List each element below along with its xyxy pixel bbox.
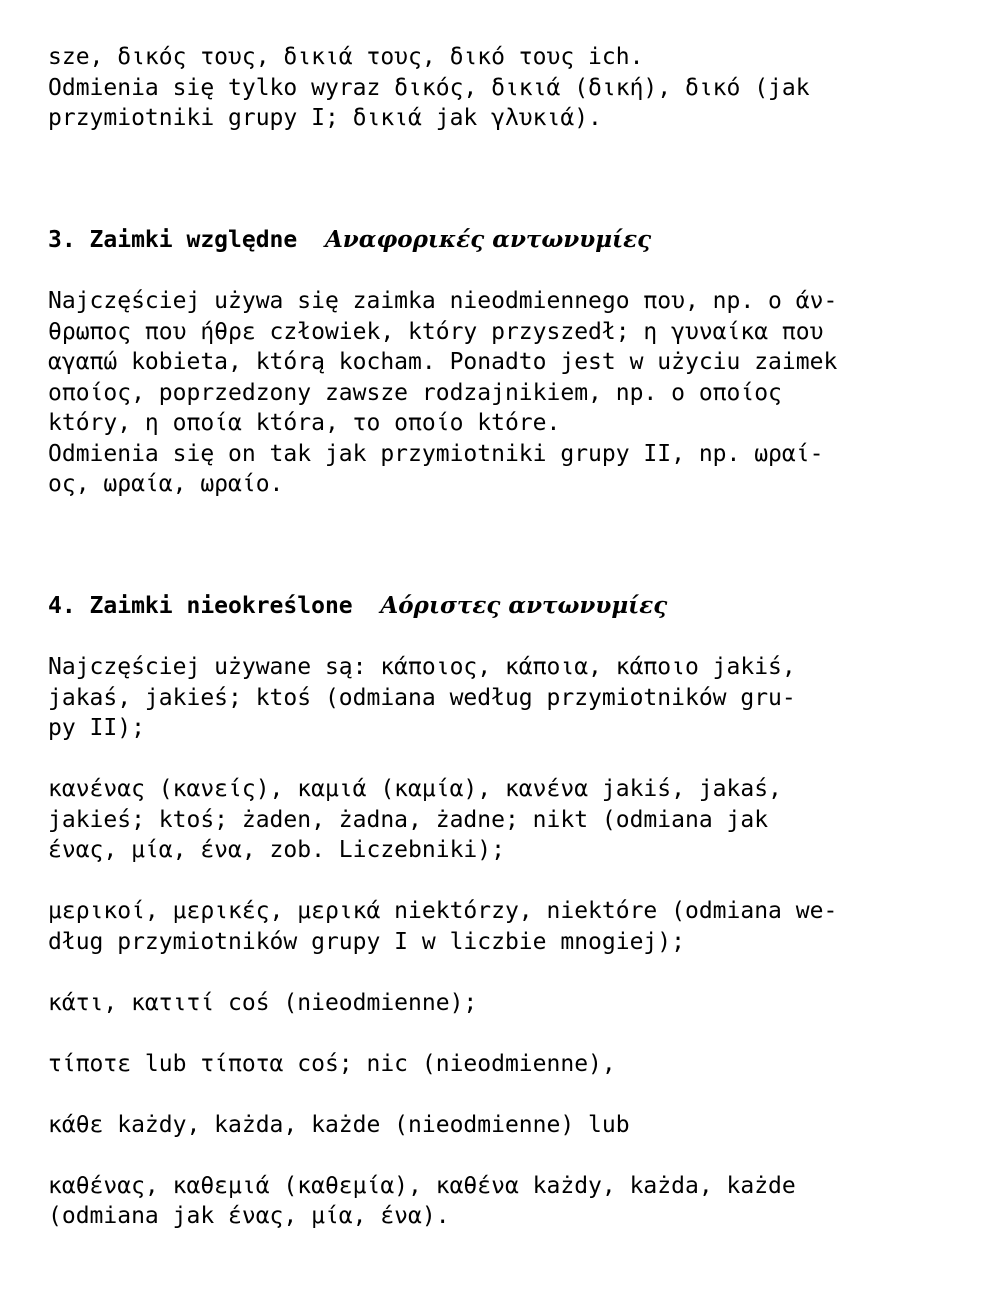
text-line: Odmienia się on tak jak przymiotniki grupy II, np. ωραί- [48, 440, 824, 467]
section-3-heading [48, 225, 916, 256]
section-3-heading-gr: Αναφορικές αντωνυμίες [324, 226, 652, 253]
text-line: (odmiana jak ένας, μία, ένα). [48, 1203, 450, 1229]
text-line: Najczęściej używane są: κάποιος, κάποια, κάποιο jakiś, [48, 654, 796, 680]
text-line: przymiotniki grupy I; δικιά jak γλυκιά). [48, 105, 602, 131]
intro-paragraph [48, 42, 916, 134]
text-line: py II); [48, 715, 145, 741]
text-line: dług przymiotników grupy I w liczbie mnogiej); [48, 928, 685, 955]
text-line: ένας, μία, ένα, zob. Liczebniki); [48, 837, 505, 863]
section-4-paragraph-2 [48, 774, 916, 866]
text-line: sze, δικός τους, δικιά τους, δικό τους ich. [48, 44, 644, 70]
text-line: jakieś; ktoś; żaden, żadna, żadne; nikt (odmiana jak [48, 806, 769, 833]
spacer [48, 866, 916, 897]
spacer [48, 1140, 916, 1171]
text-line: καθένας, καθεμιά (καθεμία), καθένα każdy, każda, każde [48, 1172, 796, 1199]
text-line: κανένας (κανείς), καμιά (καμία), κανένα jakiś, jakaś, [48, 776, 782, 802]
spacer [48, 744, 916, 775]
spacer [48, 134, 916, 226]
section-4-paragraph-5: τίποτε lub τίποτα coś; nic (nieodmienne), [48, 1050, 616, 1077]
section-4-paragraph-6: κάθε każdy, każda, każde (nieodmienne) lub [48, 1111, 630, 1138]
text-line: αγαπώ kobieta, którą kocham. Ponadto jest w użyciu zaimek [48, 349, 838, 375]
spacer [48, 500, 916, 592]
spacer [48, 1079, 916, 1110]
section-4-paragraph-3 [48, 896, 916, 957]
spacer [48, 1018, 916, 1049]
section-4-heading [48, 591, 916, 622]
spacer [48, 622, 916, 653]
text-line: który, η οποία która, το οποίο które. [48, 410, 561, 436]
section-4-paragraph-4: κάτι, κατιτί coś (nieodmienne); [48, 989, 478, 1016]
text-line: ος, ωραία, ωραίο. [48, 471, 284, 497]
document-page [48, 42, 916, 1232]
section-3-heading-pl: 3. Zaimki względne [48, 227, 298, 253]
text-line: Najczęściej używa się zaimka nieodmiennego που, np. ο άν- [48, 288, 838, 314]
text-line: jakaś, jakieś; ktoś (odmiana według przymiotników gru- [48, 684, 796, 711]
text-line: οποίος, poprzedzony zawsze rodzajnikiem, np. ο οποίος [48, 379, 782, 406]
section-4-paragraph-1 [48, 652, 916, 744]
spacer [48, 957, 916, 988]
section-4-heading-gr: Αόριστες αντωνυμίες [380, 592, 668, 619]
section-4-paragraph-7 [48, 1171, 916, 1232]
section-3-body [48, 286, 916, 500]
text-line: Odmienia się tylko wyraz δικός, δικιά (δική), δικό (jak [48, 74, 810, 101]
spacer [48, 256, 916, 287]
text-line: μερικοί, μερικές, μερικά niektórzy, niektóre (odmiana we- [48, 898, 838, 924]
text-line: θρωπος που ήθρε człowiek, który przyszedł; η γυναίκα που [48, 318, 824, 345]
section-4-heading-pl: 4. Zaimki nieokreślone [48, 593, 353, 619]
